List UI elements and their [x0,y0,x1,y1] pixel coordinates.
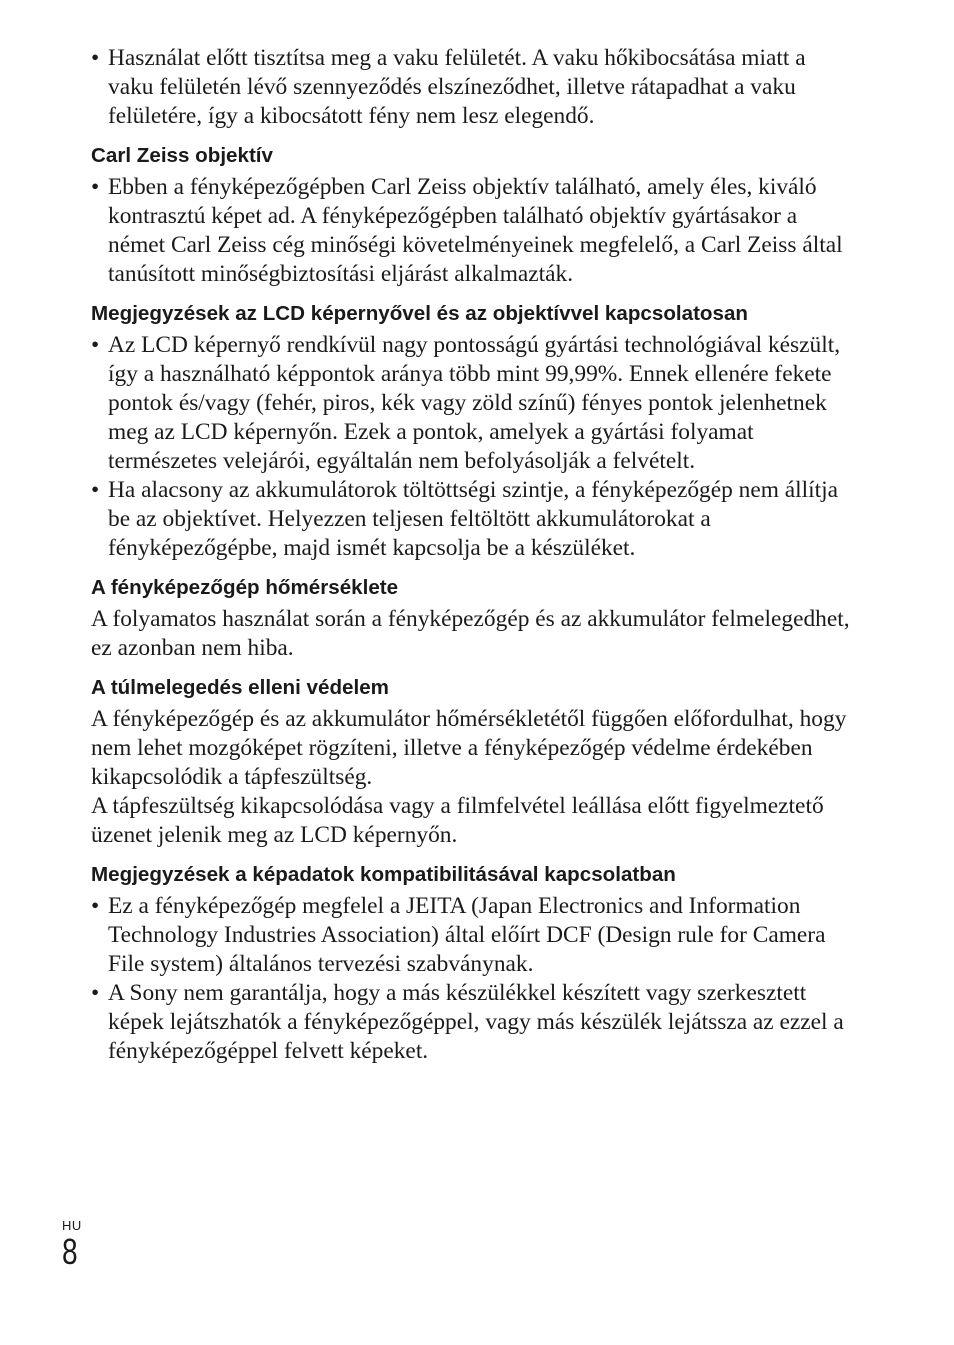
compatibility-heading: Megjegyzések a képadatok kompatibilitásával kapcsolatban [91,863,676,886]
overheat-text-1: A fényképezőgép és az akkumulátor hőmérsékletétől függően előfordulhat, hogy nem lehet mozgóképet rögzíteni, illetve a fényképezőgép védelme érdekében kikapcsolódik a tápfeszültség. [91,706,847,790]
sony-guarantee-bullet: • A Sony nem garantálja, hogy a más készülékkel készített vagy szerkesztett képek lejátszhatók a fényképezőgéppel, vagy más készülék lejátssza az ezzel a fényképezőgéppel felvett képeket. [91,979,851,1066]
page-number: 8 [62,1231,78,1272]
page-footer [62,1219,82,1271]
lens-battery-bullet: • Ha alacsony az akkumulátorok töltöttségi szintje, a fényképezőgép nem állítja be az objektívet. Helyezzen teljesen feltöltött akkumulátorokat a fényképezőgépbe, majd ismét kapcsolja be a készüléket. [91,476,851,563]
overheat-text-2: A tápfeszültség kikapcsolódása vagy a filmfelvétel leállása előtt figyelmeztető üzenet jelenik meg az LCD képernyőn. [91,793,824,848]
dcf-standard-bullet: • Ez a fényképezőgép megfelel a JEITA (Japan Electronics and Information Technology Industries Association) által előírt DCF (Design rule for Camera File system) általános tervezési szabványnak. [91,892,851,979]
lcd-notes-heading: Megjegyzések az LCD képernyővel és az objektívvel kapcsolatosan [91,302,748,325]
document-page [91,44,851,1066]
flash-cleaning-bullet: • Használat előtt tisztítsa meg a vaku felületét. A vaku hőkibocsátása miatt a vaku felületén lévő szennyeződés elszíneződhet, illetve rátapadhat a vaku felületére, így a kibocsátott fény nem lesz elegendő. [91,44,851,131]
carl-zeiss-heading: Carl Zeiss objektív [91,144,273,167]
overheat-heading: A túlmelegedés elleni védelem [91,676,389,699]
language-code: HU [62,1218,82,1233]
carl-zeiss-bullet: • Ebben a fényképezőgépben Carl Zeiss objektív található, amely éles, kiváló kontrasztú képet ad. A fényképezőgépben található objektív gyártásakor a német Carl Zeiss cég minőségi követelményeinek megfelelő, a Carl Zeiss által tanúsított minőségbiztosítási eljárást alkalmazták. [91,173,851,289]
temperature-text: A folyamatos használat során a fényképezőgép és az akkumulátor felmelegedhet, ez azonban nem hiba. [91,606,850,661]
temperature-heading: A fényképezőgép hőmérséklete [91,576,399,599]
lcd-pixels-bullet: • Az LCD képernyő rendkívül nagy pontosságú gyártási technológiával készült, így a használható képpontok aránya több mint 99,99%. Ennek ellenére fekete pontok és/vagy (fehér, piros, kék vagy zöld színű) fényes pontok jelenhetnek meg az LCD képernyőn. Ezek a pontok, amelyek a gyártási folyamat természetes velejárói, egyáltalán nem befolyásolják a felvételt. [91,331,851,476]
